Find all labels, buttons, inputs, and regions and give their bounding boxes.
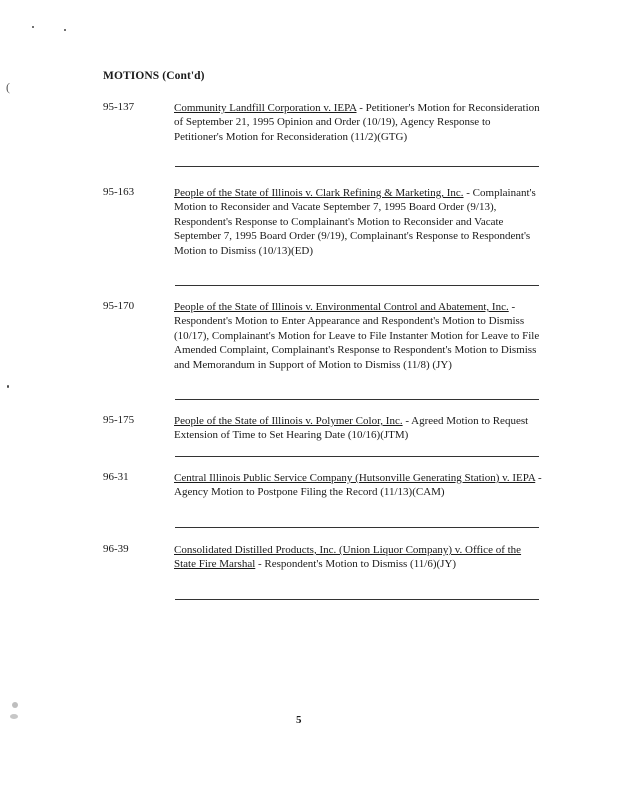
docket-number: 95-175	[103, 414, 135, 426]
docket-number: 96-31	[103, 471, 129, 483]
case-title: Consolidated Distilled Products, Inc. (Union Liquor Company) v. Office of the State Fire Marshal	[174, 544, 522, 571]
case-title: Central Illinois Public Service Company (Hutsonville Generating Station) v. IEPA	[174, 472, 536, 484]
case-title: People of the State of Illinois v. Environmental Control and Abatement, Inc.	[174, 301, 509, 313]
scan-speck	[32, 26, 34, 28]
scan-margin-mark: (	[6, 80, 10, 94]
entry-divider	[175, 527, 539, 528]
motion-text: - Respondent's Motion to Dismiss (11/6)(JY)	[255, 558, 457, 571]
docket-number: 95-137	[103, 101, 135, 113]
motion-description	[174, 543, 542, 572]
motion-text: - Complainant's Motion to Reconsider and Vacate September 7, 1995 Board Order (9/13), Respondent's Response to Complainant's Motion to Reconsider and Vacate September 7, 1995 Board Order (9/19), Complainant's Response to Respondent's Motion to Dismiss (10/13)(ED)	[174, 187, 536, 257]
scan-speck	[64, 29, 66, 31]
docket-number: 95-170	[103, 300, 135, 312]
entry-divider	[175, 456, 539, 457]
scan-speck	[10, 714, 18, 719]
motion-description	[174, 414, 542, 443]
motion-description	[174, 300, 542, 372]
page-number: 5	[296, 714, 302, 726]
entry-divider	[175, 166, 539, 167]
scan-speck	[7, 385, 9, 388]
scan-speck	[12, 702, 18, 708]
motion-description	[174, 101, 542, 144]
motion-text: - Agreed Motion to Request Extension of Time to Set Hearing Date (10/16)(JTM)	[174, 415, 529, 442]
case-title: People of the State of Illinois v. Polymer Color, Inc.	[174, 415, 403, 427]
entry-divider	[175, 285, 539, 286]
case-title: People of the State of Illinois v. Clark Refining & Marketing, Inc.	[174, 187, 464, 199]
motion-description	[174, 471, 542, 500]
motion-text: - Respondent's Motion to Enter Appearance and Respondent's Motion to Dismiss (10/17), Complainant's Motion for Leave to File Instanter Motion for Leave to File Amended Complaint, Complainant's Response to Respondent's Motion to Dismiss and Memorandum in Support of Motion to Dismiss (11/8) (JY)	[174, 301, 540, 371]
entry-divider	[175, 399, 539, 400]
section-heading: MOTIONS (Cont'd)	[103, 70, 205, 82]
entry-divider	[175, 599, 539, 600]
motion-text: - Agency Motion to Postpone Filing the Record (11/13)(CAM)	[174, 472, 542, 499]
motion-text: - Petitioner's Motion for Reconsideration of September 21, 1995 Opinion and Order (10/19), Agency Response to Petitioner's Motion for Reconsideration (11/2)(GTG)	[174, 102, 540, 143]
motion-description	[174, 186, 542, 258]
docket-number: 96-39	[103, 543, 129, 555]
case-title: Community Landfill Corporation v. IEPA	[174, 102, 357, 114]
docket-number: 95-163	[103, 186, 135, 198]
